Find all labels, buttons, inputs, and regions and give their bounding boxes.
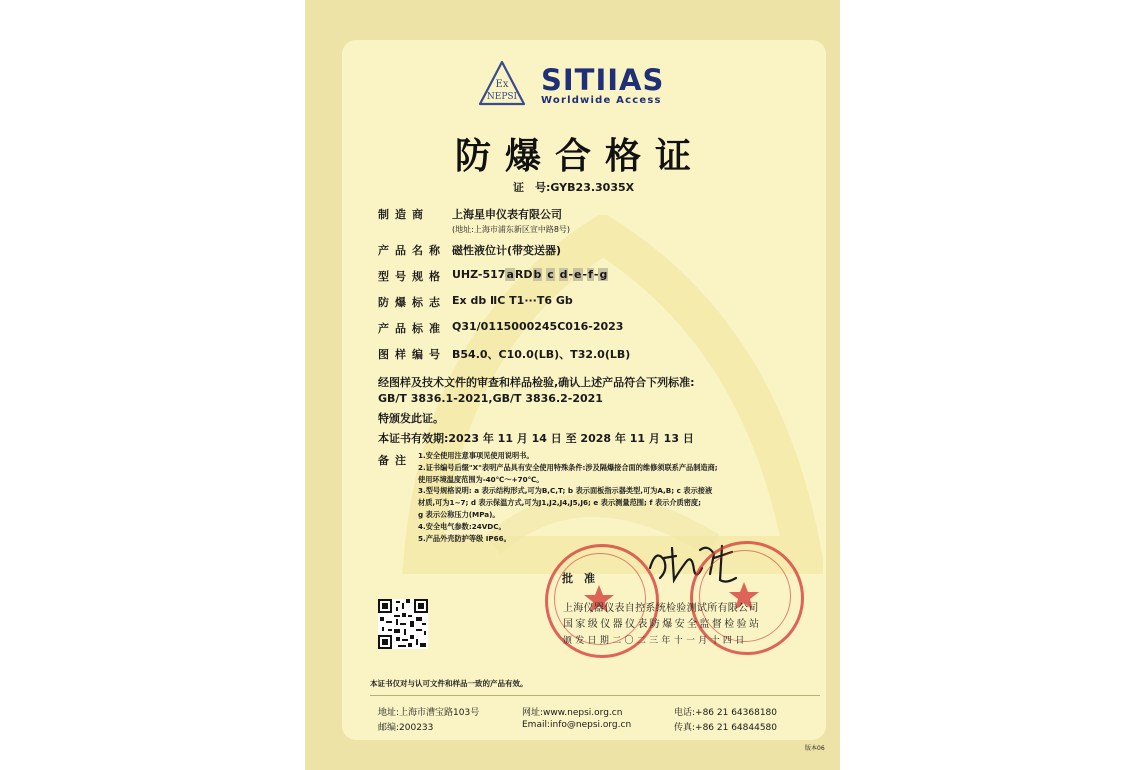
footer-website: 网址:www.nepsi.org.cn — [522, 708, 623, 718]
nepsi-logo-icon — [478, 60, 526, 106]
drawing-number-value: B54.0、C10.0(LB)、T32.0(LB) — [452, 348, 631, 361]
footer-phone: 电话:+86 21 64368180 — [674, 708, 778, 718]
model-rd: RD — [514, 268, 533, 281]
manufacturer-address: (地址:上海市浦东新区宣中路8号) — [452, 225, 571, 234]
inspection-station: 国家级仪器仪表防爆安全监督检验站 — [563, 619, 762, 630]
product-name-value: 磁性液位计(带变送器) — [452, 244, 562, 257]
model-param-b: b — [533, 268, 542, 281]
validity-note: 本证书仅对与认可文件和样品一致的产品有效。 — [370, 679, 528, 688]
remark-item: 4.安全电气参数:24VDC。 — [418, 521, 506, 531]
remarks-label: 备注 — [378, 454, 412, 467]
sitias-logo — [541, 63, 665, 106]
drawing-number-label: 图样编号 — [378, 348, 446, 361]
edition-label: 版本06 — [805, 745, 825, 752]
model-param-a: a — [506, 268, 514, 281]
star-icon — [693, 544, 795, 646]
model-value: UHZ-517aRDb c d-e-f-g — [452, 268, 608, 281]
approval-label: 批 准 — [562, 572, 595, 585]
footer-email: Email:info@nepsi.org.cn — [522, 720, 632, 730]
page-title: 防爆合格证 — [455, 136, 706, 177]
remark-item: 使用环境温度范围为-40℃～+70℃。 — [418, 474, 544, 484]
remark-item: 材质,可为1~7; d 表示保温方式,可为J1,J2,J4,J5,J6; e 表示测量范围; f 表示介质密度; — [418, 498, 701, 508]
footer-postcode: 邮编:200233 — [378, 723, 434, 733]
conformity-standards: GB/T 3836.1-2021,GB/T 3836.2-2021 — [378, 392, 603, 405]
manufacturer-label: 制造商 — [378, 208, 429, 221]
nepsi-logo-name: NEPSI — [486, 92, 518, 102]
remarks-list — [418, 450, 718, 544]
certificate-number: 证 号:GYB23.3035X — [513, 181, 635, 194]
remark-item: 3.型号规格说明: a 表示结构形式,可为B,C,T; b 表示面板指示器类型,可为A,B; c 表示接液 — [418, 486, 713, 496]
validity-period: 本证书有效期:2023 年 11 月 14 日 至 2028 年 11 月 13 日 — [378, 432, 694, 445]
manufacturer-value: 上海星申仪表有限公司 — [452, 208, 562, 221]
footer-address: 地址:上海市漕宝路103号 — [378, 708, 480, 718]
remark-item: 2.证书编号后缀"X"表明产品具有安全使用特殊条件:涉及隔爆接合面的维修须联系产品制造商; — [418, 462, 718, 472]
model-param-g: g — [599, 268, 608, 281]
issuing-organization: 上海仪器仪表自控系统检验测试所有限公司 — [563, 603, 759, 614]
qr-code-icon — [378, 599, 428, 649]
sitias-logo-name: SITIIAS — [541, 63, 665, 97]
ex-marking-value: Ex db ⅡC T1···T6 Gb — [452, 294, 573, 307]
model-param-c: c — [547, 268, 554, 281]
footer-fax: 传真:+86 21 64844580 — [674, 723, 778, 733]
footer-divider — [370, 695, 820, 696]
sitias-logo-tagline: Worldwide Access — [541, 95, 662, 106]
product-standard-label: 产品标准 — [378, 322, 446, 335]
remark-item: g 表示公称压力(MPa)。 — [418, 509, 500, 519]
model-param-f: f — [588, 268, 593, 281]
remark-item: 1.安全使用注意事项见使用说明书。 — [418, 451, 534, 460]
model-param-e: e — [574, 268, 582, 281]
model-prefix: UHZ-517 — [452, 268, 506, 281]
remark-item: 5.产品外壳防护等级 IP66。 — [418, 533, 511, 543]
nepsi-logo-ex: Ex — [495, 79, 509, 90]
product-standard-value: Q31/0115000245C016-2023 — [452, 320, 624, 333]
product-name-label: 产品名称 — [378, 244, 446, 257]
conformity-statement: 经图样及技术文件的审查和样品检验,确认上述产品符合下列标准: — [378, 376, 695, 389]
issue-date: 颁发日期二〇二三年十一月十四日 — [563, 636, 748, 646]
ex-marking-label: 防爆标志 — [378, 296, 446, 309]
model-label: 型号规格 — [378, 270, 446, 283]
model-param-d: d — [559, 268, 568, 281]
issuance-statement: 特颁发此证。 — [378, 412, 444, 425]
